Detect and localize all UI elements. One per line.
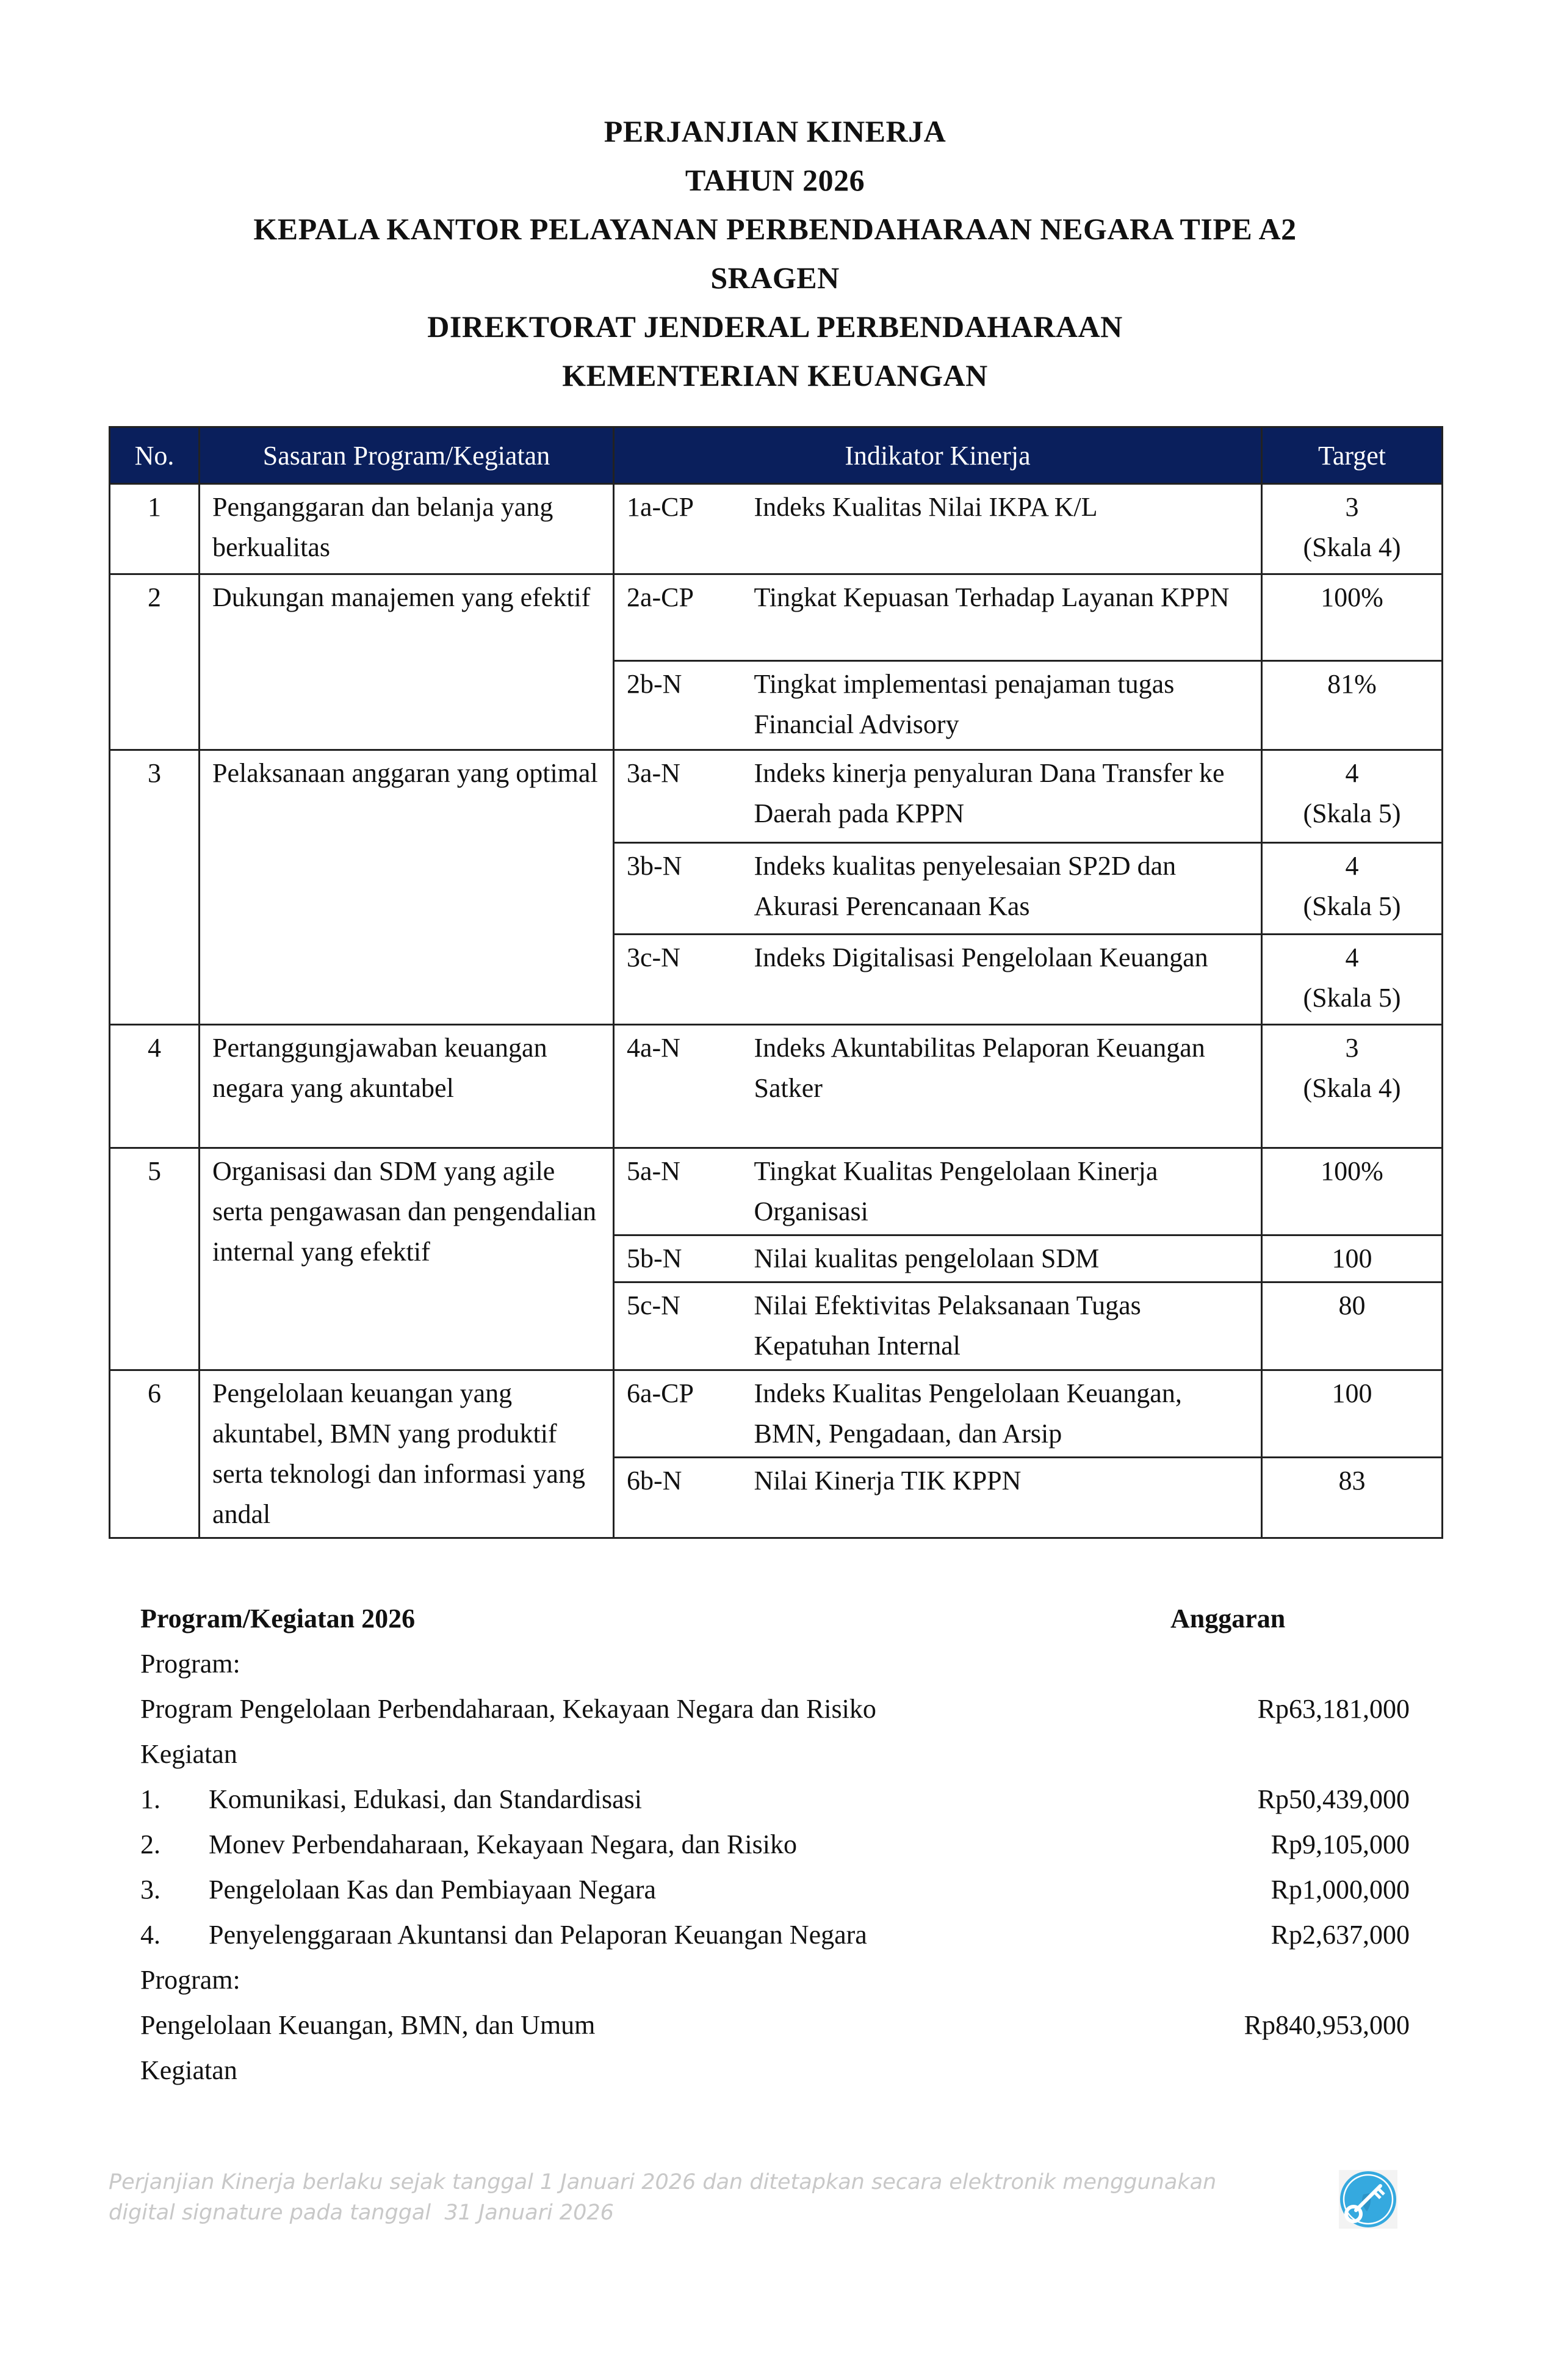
- row-number: 5: [110, 1148, 200, 1370]
- target-value: 100: [1332, 1378, 1372, 1408]
- table-row: [110, 750, 1443, 843]
- target-value: 83: [1338, 1466, 1366, 1496]
- indicator-text: Indeks Digitalisasi Pengelolaan Keuangan: [742, 935, 1262, 1025]
- kegiatan-row: [140, 1822, 1410, 1867]
- indicator-code: 6a-CP: [614, 1370, 742, 1458]
- table-row: [110, 484, 1443, 574]
- kegiatan-amount: Rp9,105,000: [1271, 1829, 1410, 1859]
- target-value: 3: [1345, 1033, 1359, 1063]
- kegiatan-amount: Rp50,439,000: [1257, 1784, 1410, 1814]
- table-row: [110, 574, 1443, 661]
- program-row: [140, 1687, 1410, 1732]
- indicator-code: 6b-N: [614, 1458, 742, 1538]
- program-label-text: Program:: [140, 1649, 240, 1679]
- target-scale: (Skala 5): [1303, 983, 1401, 1013]
- title-line-2: TAHUN 2026: [685, 163, 865, 197]
- indicator-code: 5a-N: [614, 1148, 742, 1235]
- target-cell: [1262, 843, 1443, 935]
- target-cell: [1262, 661, 1443, 750]
- target-cell: [1262, 1458, 1443, 1538]
- table-row: [110, 1025, 1443, 1148]
- target-value: 100: [1332, 1243, 1372, 1273]
- indicator-text: Indeks kualitas penyelesaian SP2D dan Akurasi Perencanaan Kas: [742, 843, 1262, 935]
- target-cell: [1262, 574, 1443, 661]
- column-header-no: No.: [110, 427, 200, 484]
- sasaran-cell: Dukungan manajemen yang efektif: [200, 574, 614, 750]
- program-row: [140, 2003, 1410, 2048]
- kegiatan-name: Komunikasi, Edukasi, dan Standardisasi: [209, 1784, 643, 1814]
- target-value: 3: [1345, 492, 1359, 522]
- row-number: 2: [110, 574, 200, 750]
- sasaran-cell: Organisasi dan SDM yang agile serta pengawasan dan pengendalian internal yang efektif: [200, 1148, 614, 1370]
- title-line-6: KEMENTERIAN KEUANGAN: [562, 358, 988, 392]
- program-label: [140, 1641, 1410, 1687]
- indicator-code: 4a-N: [614, 1025, 742, 1148]
- program-amount: Rp63,181,000: [1257, 1694, 1410, 1724]
- target-cell: [1262, 1235, 1443, 1282]
- kegiatan-row: [140, 1867, 1410, 1912]
- target-value: 80: [1338, 1290, 1366, 1320]
- budget-header-amount: Anggaran: [1170, 1604, 1286, 1633]
- indicator-code: 5b-N: [614, 1235, 742, 1282]
- indicator-code: 3b-N: [614, 843, 742, 935]
- row-number: 4: [110, 1025, 200, 1148]
- sasaran-cell: Penganggaran dan belanja yang berkualitas: [200, 484, 614, 574]
- target-value: 4: [1345, 758, 1359, 788]
- kegiatan-label: [140, 1732, 1410, 1777]
- target-cell: [1262, 1025, 1443, 1148]
- budget-header-row: [140, 1596, 1410, 1641]
- indicator-code: 2b-N: [614, 661, 742, 750]
- document-title: [0, 107, 1550, 400]
- target-cell: [1262, 484, 1443, 574]
- title-line-3: KEPALA KANTOR PELAYANAN PERBENDAHARAAN NEGARA TIPE A2: [253, 212, 1297, 246]
- indicator-text: Tingkat Kepuasan Terhadap Layanan KPPN: [742, 574, 1262, 661]
- kegiatan-label: [140, 2048, 1410, 2093]
- target-cell: [1262, 1148, 1443, 1235]
- title-line-1: PERJANJIAN KINERJA: [604, 114, 946, 148]
- kegiatan-row: [140, 1777, 1410, 1822]
- target-cell: [1262, 935, 1443, 1025]
- sasaran-cell: Pelaksanaan anggaran yang optimal: [200, 750, 614, 1025]
- kegiatan-number: 2.: [140, 1829, 160, 1859]
- indicator-text: Nilai Efektivitas Pelaksanaan Tugas Kepatuhan Internal: [742, 1282, 1262, 1370]
- indicator-text: Indeks Kualitas Nilai IKPA K/L: [742, 484, 1262, 574]
- kegiatan-number: 1.: [140, 1784, 160, 1814]
- target-scale: (Skala 5): [1303, 891, 1401, 921]
- row-number: 6: [110, 1370, 200, 1538]
- row-number: 1: [110, 484, 200, 574]
- column-header-sasaran: Sasaran Program/Kegiatan: [200, 427, 614, 484]
- indicator-code: 2a-CP: [614, 574, 742, 661]
- target-value: 4: [1345, 851, 1359, 881]
- kegiatan-amount: Rp1,000,000: [1271, 1875, 1410, 1904]
- title-line-4: SRAGEN: [710, 261, 840, 295]
- table-row: [110, 1148, 1443, 1235]
- kegiatan-name: Monev Perbendaharaan, Kekayaan Negara, dan Risiko: [209, 1829, 797, 1859]
- program-amount: Rp840,953,000: [1244, 2010, 1410, 2040]
- sasaran-cell: Pertanggungjawaban keuangan negara yang akuntabel: [200, 1025, 614, 1148]
- budget-section: [140, 1596, 1410, 2093]
- program-label: [140, 1958, 1410, 2003]
- kegiatan-number: 3.: [140, 1875, 160, 1904]
- target-value: 100%: [1321, 582, 1383, 612]
- indicator-text: Nilai Kinerja TIK KPPN: [742, 1458, 1262, 1538]
- target-value: 4: [1345, 942, 1359, 972]
- column-header-indikator: Indikator Kinerja: [614, 427, 1262, 484]
- program-label-text: Program:: [140, 1965, 240, 1995]
- target-scale: (Skala 5): [1303, 798, 1401, 828]
- indicator-code: 1a-CP: [614, 484, 742, 574]
- indicator-text: Tingkat implementasi penajaman tugas Financial Advisory: [742, 661, 1262, 750]
- budget-header-label: Program/Kegiatan 2026: [140, 1604, 416, 1633]
- footer-note-line-2: digital signature pada tanggal 31 Januari 2026: [109, 2201, 614, 2225]
- program-name: Program Pengelolaan Perbendaharaan, Kekayaan Negara dan Risiko: [140, 1694, 876, 1724]
- performance-table: [109, 426, 1443, 1539]
- target-cell: [1262, 1370, 1443, 1458]
- target-value: 100%: [1321, 1156, 1383, 1186]
- indicator-text: Indeks kinerja penyaluran Dana Transfer ke Daerah pada KPPN: [742, 750, 1262, 843]
- indicator-code: 3c-N: [614, 935, 742, 1025]
- indicator-code: 3a-N: [614, 750, 742, 843]
- indicator-code: 5c-N: [614, 1282, 742, 1370]
- kegiatan-row: [140, 1912, 1410, 1958]
- program-name: Pengelolaan Keuangan, BMN, dan Umum: [140, 2010, 596, 2040]
- indicator-text: Indeks Akuntabilitas Pelaporan Keuangan Satker: [742, 1025, 1262, 1148]
- target-scale: (Skala 4): [1303, 1073, 1401, 1103]
- indicator-text: Indeks Kualitas Pengelolaan Keuangan, BMN, Pengadaan, dan Arsip: [742, 1370, 1262, 1458]
- kegiatan-amount: Rp2,637,000: [1271, 1920, 1410, 1950]
- row-number: 3: [110, 750, 200, 1025]
- kegiatan-name: Pengelolaan Kas dan Pembiayaan Negara: [209, 1875, 657, 1904]
- table-header-row: [110, 427, 1443, 484]
- digital-signature-key-seal-icon: [1339, 2170, 1397, 2229]
- kegiatan-name: Penyelenggaraan Akuntansi dan Pelaporan Keuangan Negara: [209, 1920, 867, 1950]
- target-scale: (Skala 4): [1303, 532, 1401, 562]
- footer-note-line-1: Perjanjian Kinerja berlaku sejak tanggal 1 Januari 2026 dan ditetapkan secara elektronik menggunakan: [109, 2170, 1217, 2194]
- target-value: 81%: [1327, 669, 1377, 699]
- kegiatan-label-text: Kegiatan: [140, 2055, 237, 2085]
- indicator-text: Tingkat Kualitas Pengelolaan Kinerja Organisasi: [742, 1148, 1262, 1235]
- kegiatan-label-text: Kegiatan: [140, 1739, 237, 1769]
- title-line-5: DIREKTORAT JENDERAL PERBENDAHARAAN: [427, 309, 1123, 344]
- table-row: [110, 1370, 1443, 1458]
- indicator-text: Nilai kualitas pengelolaan SDM: [742, 1235, 1262, 1282]
- column-header-target: Target: [1262, 427, 1443, 484]
- footer-validity-note: [109, 2167, 1305, 2228]
- target-cell: [1262, 1282, 1443, 1370]
- kegiatan-number: 4.: [140, 1920, 160, 1950]
- sasaran-cell: Pengelolaan keuangan yang akuntabel, BMN yang produktif serta teknologi dan informasi yang andal: [200, 1370, 614, 1538]
- target-cell: [1262, 750, 1443, 843]
